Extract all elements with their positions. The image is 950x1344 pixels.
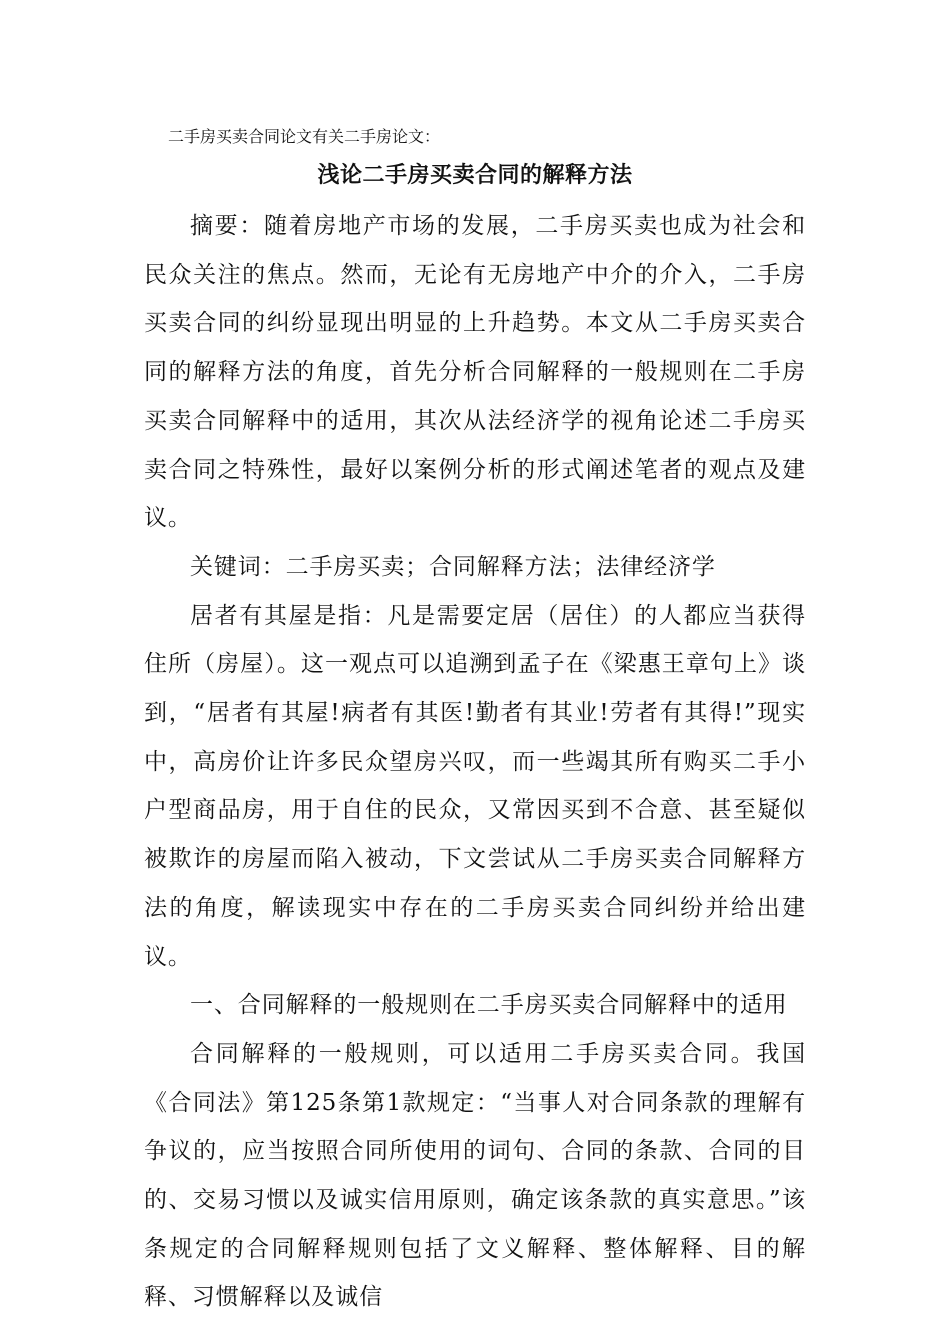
document-body bbox=[144, 202, 806, 1322]
document-title: 浅论二手房买卖合同的解释方法 bbox=[317, 162, 633, 188]
abstract-paragraph: 摘要：随着房地产市场的发展，二手房买卖也成为社会和民众关注的焦点。然而，无论有无房地产中介的介入，二手房买卖合同的纠纷显现出明显的上升趋势。本文从二手房买卖合同的解释方法的角度，首先分析合同解释的一般规则在二手房买卖合同解释中的适用，其次从法经济学的视角论述二手房买卖合同之特殊性，最好以案例分析的形式阐述笔者的观点及建议。 bbox=[144, 213, 806, 532]
keywords-paragraph: 关键词：二手房买卖；合同解释方法；法律经济学 bbox=[190, 553, 716, 580]
header-note: 二手房买卖合同论文有关二手房论文： bbox=[168, 127, 441, 146]
section-heading: 一、合同解释的一般规则在二手房买卖合同解释中的适用 bbox=[190, 992, 788, 1019]
section-paragraph: 合同解释的一般规则，可以适用二手房买卖合同。我国《合同法》第125条第1款规定：“当事人对合同条款的理解有争议的，应当按照合同所使用的词句、合同的条款、合同的目的、交易习惯以及诚实信用原则，确定该条款的真实意思。”该条规定的合同解释规则包括了文义解释、整体解释、目的解释、习惯解释以及诚信 bbox=[144, 1040, 806, 1311]
intro-paragraph: 居者有其屋是指：凡是需要定居（居住）的人都应当获得住所（房屋）。这一观点可以追溯到孟子在《梁惠王章句上》谈到，“居者有其屋!病者有其医!勤者有其业!劳者有其得!”现实中，高房价让许多民众望房兴叹，而一些竭其所有购买二手小户型商品房，用于自住的民众，又常因买到不合意、甚至疑似被欺诈的房屋而陷入被动，下文尝试从二手房买卖合同解释方法的角度，解读现实中存在的二手房买卖合同纠纷并给出建议。 bbox=[144, 602, 806, 970]
